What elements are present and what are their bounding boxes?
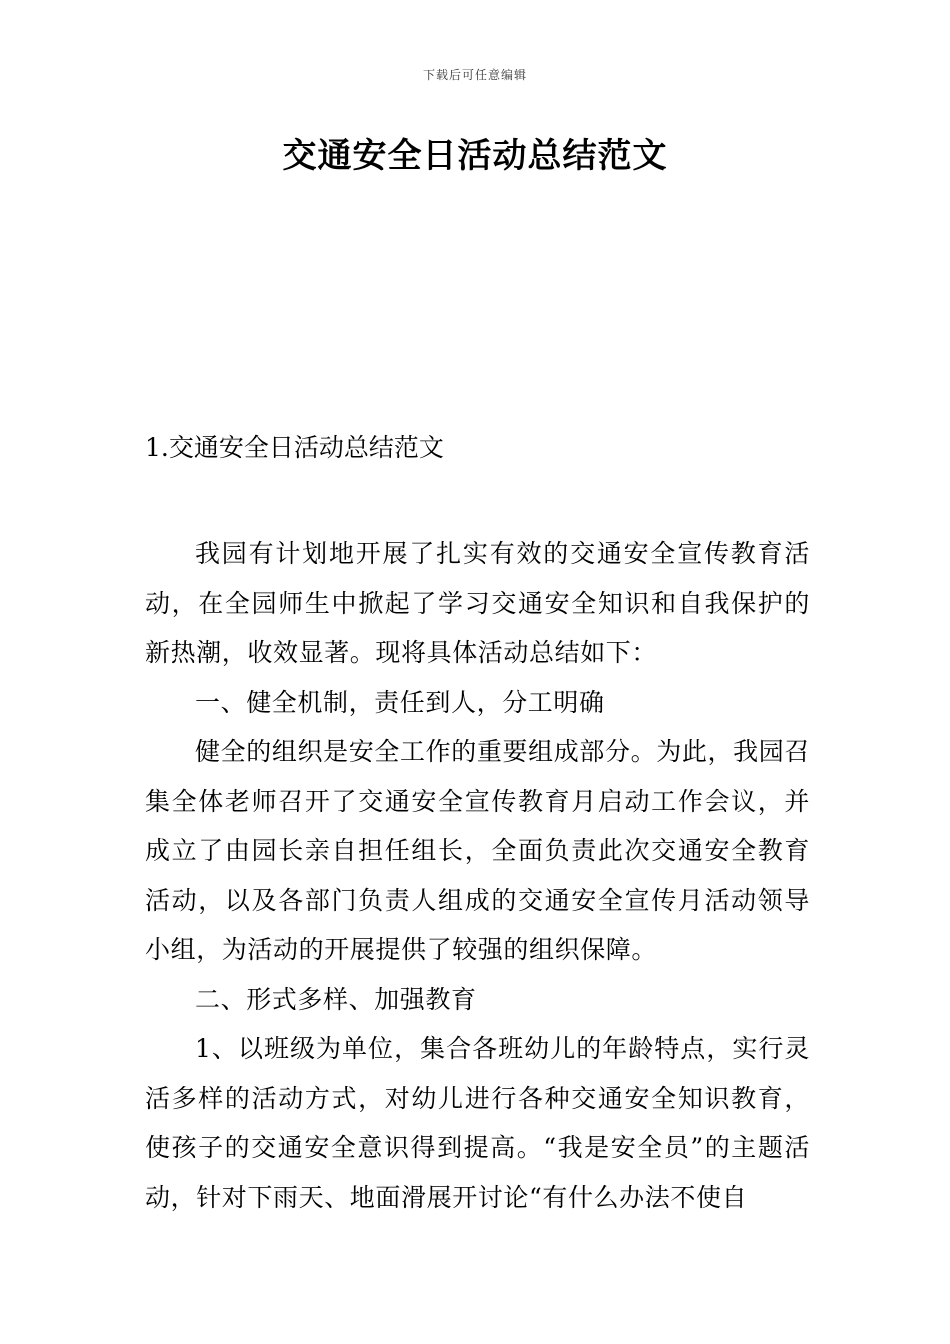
body-text [145, 529, 810, 1222]
paragraph-organization: 健全的组织是安全工作的重要组成部分。为此，我园召集全体老师召开了交通安全宣传教育月启动工作会议，并成立了由园长亲自担任组长，全面负责此次交通安全教育活动，以及各部门负责人组成的交通安全宣传月活动领导小组，为活动的开展提供了较强的组织保障。 [145, 737, 810, 964]
header-note: 下载后可任意编辑 [422, 68, 527, 82]
paragraph-intro: 我园有计划地开展了扎实有效的交通安全宣传教育活动，在全园师生中掀起了学习交通安全知识和自我保护的新热潮，收效显著。现将具体活动总结如下： [145, 539, 810, 667]
section-heading: 1.交通安全日活动总结范文 [145, 433, 444, 462]
paragraph-heading-one: 一、健全机制，责任到人，分工明确 [195, 687, 605, 717]
paragraph-heading-two: 二、形式多样、加强教育 [195, 984, 477, 1014]
paragraph-class-activities: 1、以班级为单位，集合各班幼儿的年龄特点，实行灵活多样的活动方式，对幼儿进行各种交通安全知识教育，使孩子的交通安全意识得到提高。“我是安全员”的主题活动，针对下雨天、地面滑展开讨论“有什么办法不使自 [145, 1034, 810, 1212]
document-title: 交通安全日活动总结范文 [282, 136, 668, 176]
